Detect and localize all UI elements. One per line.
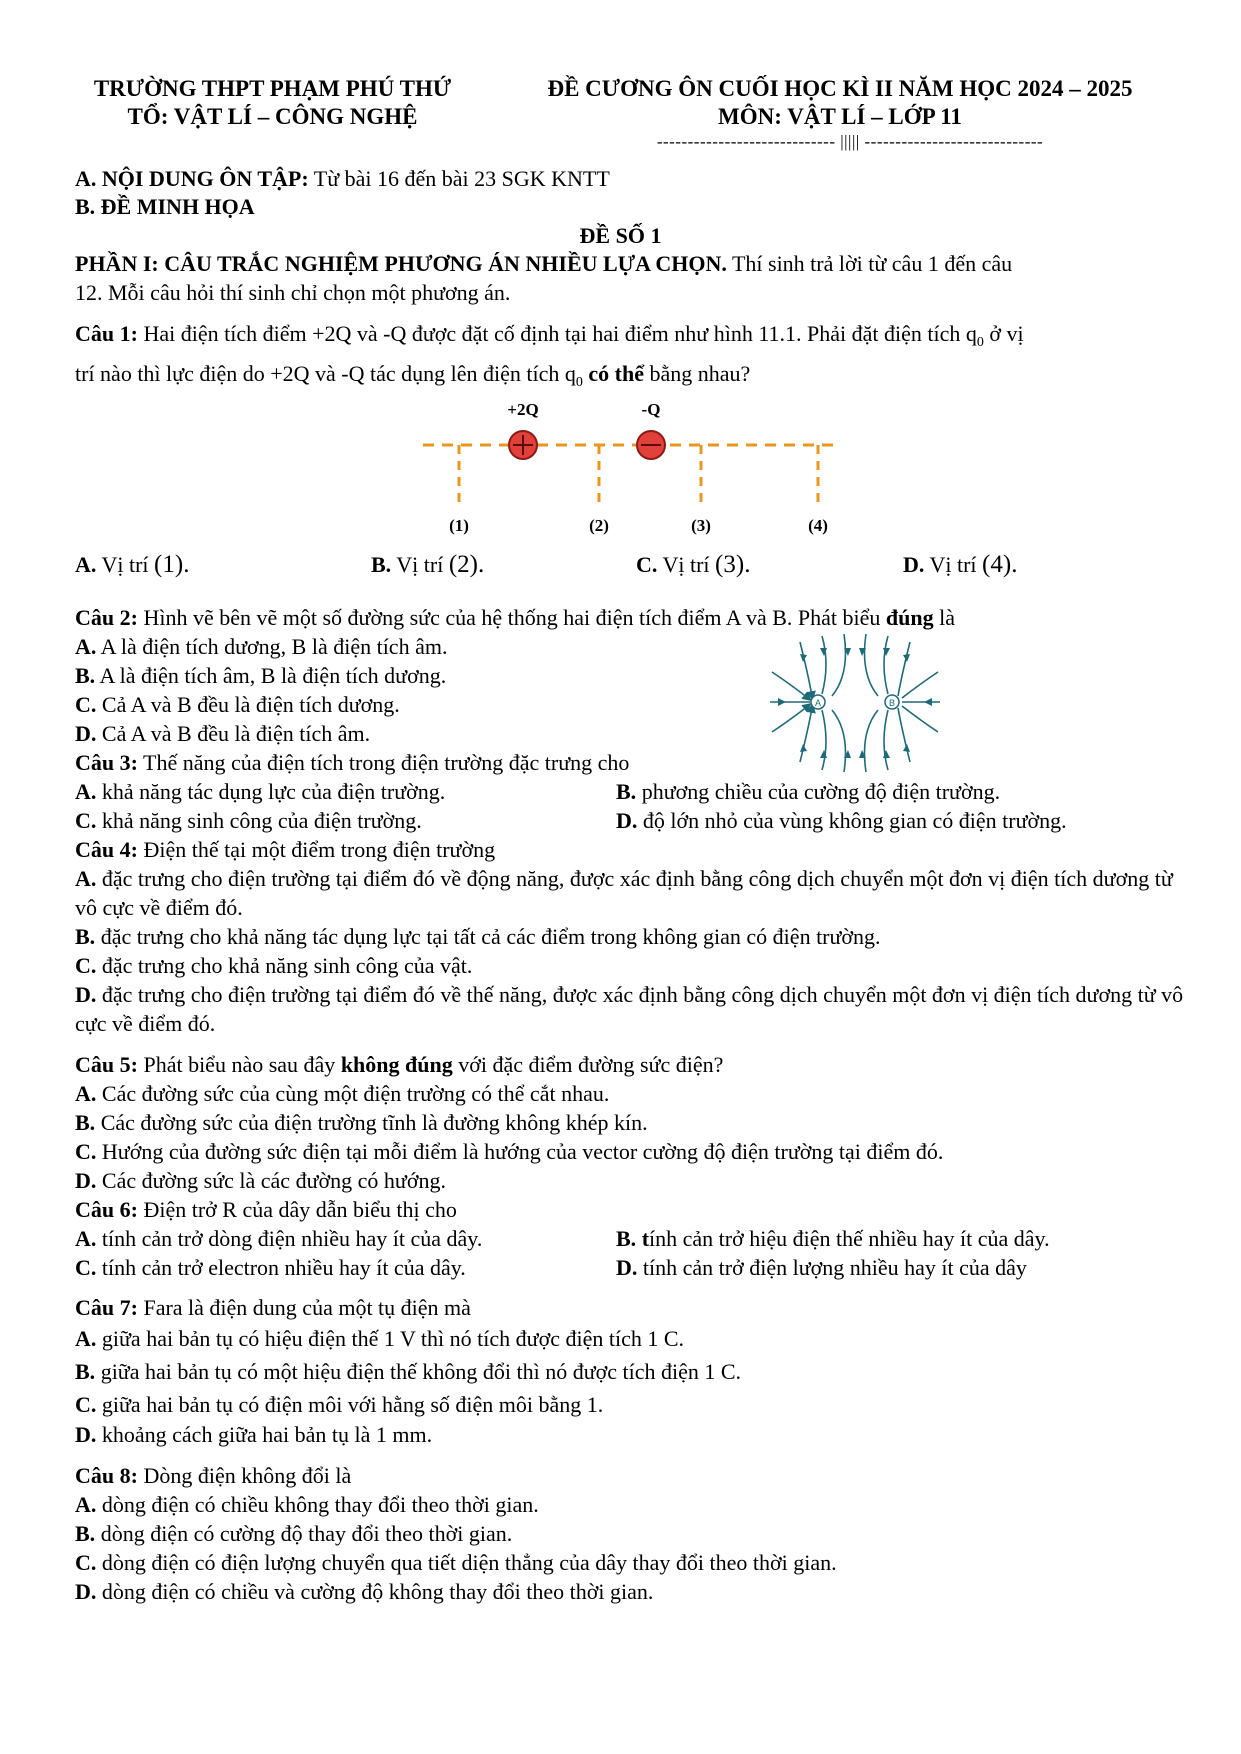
q2-emphasis: đúng xyxy=(885,605,934,630)
position-2-label: (2) xyxy=(589,516,609,535)
option-label: A. xyxy=(75,779,97,804)
q1-option-d xyxy=(903,550,1017,579)
option-text: A là điện tích dương, B là điện tích âm. xyxy=(96,634,448,659)
q1-text-1: Hai điện tích điểm +2Q và -Q được đặt cố định tại hai điểm như hình 11.1. Phải đặt điện tích q xyxy=(137,321,977,346)
q5-option-b xyxy=(75,1108,648,1137)
option-label: A. xyxy=(75,1326,97,1351)
option-value: (4). xyxy=(982,551,1018,578)
charge-plus-2q-label: +2Q xyxy=(507,400,539,419)
part1-label: PHẦN I: CÂU TRẮC NGHIỆM PHƯƠNG ÁN NHIỀU LỰA CHỌN. xyxy=(75,251,727,276)
q6-stem xyxy=(75,1195,457,1224)
q3-option-a xyxy=(75,777,445,806)
option-text: Hướng của đường sức điện tại mỗi điểm là hướng của vector cường độ điện trường tại điểm đó. xyxy=(96,1139,944,1164)
option-text: tính cản trở điện lượng nhiều hay ít của dây xyxy=(637,1255,1027,1280)
q8-label: Câu 8: xyxy=(75,1463,138,1488)
q6-option-d xyxy=(616,1253,1027,1282)
q7-option-b xyxy=(75,1357,741,1386)
charge-a-icon xyxy=(811,695,825,709)
position-3-label: (3) xyxy=(691,516,711,535)
option-text: giữa hai bản tụ có hiệu điện thế 1 V thì nó tích được điện tích 1 C. xyxy=(96,1326,685,1351)
q1-line2 xyxy=(75,359,750,397)
q7-option-a xyxy=(75,1324,684,1353)
section-a-text: Từ bài 16 đến bài 23 SGK KNTT xyxy=(308,166,610,191)
option-label: D. xyxy=(75,1168,97,1193)
q2-text: Hình vẽ bên vẽ một số đường sức của hệ thống hai điện tích điểm A và B. Phát biểu xyxy=(137,605,886,630)
part1-line1 xyxy=(75,249,1012,278)
exam-number: ĐỀ SỐ 1 xyxy=(579,223,662,248)
q5-option-a xyxy=(75,1079,609,1108)
option-text: khả năng tác dụng lực của điện trường. xyxy=(96,779,446,804)
q3-stem xyxy=(75,748,629,777)
q5-label: Câu 5: xyxy=(75,1052,138,1077)
charge-minus-q-label: -Q xyxy=(641,400,661,419)
option-value: (1). xyxy=(154,551,190,578)
q2-text-end: là xyxy=(933,605,955,630)
option-text: giữa hai bản tụ có điện môi với hằng số điện môi bằng 1. xyxy=(96,1392,604,1417)
q3-option-d xyxy=(616,806,1067,835)
option-label: C. xyxy=(75,692,97,717)
option-label: B. xyxy=(75,924,96,949)
option-text: Vị trí xyxy=(96,552,155,577)
q3-option-b xyxy=(616,777,1000,806)
charge-b-icon xyxy=(885,695,899,709)
option-text: Vị trí xyxy=(391,552,449,577)
option-text: dòng điện có chiều không thay đổi theo thời gian. xyxy=(96,1492,539,1517)
q4-label: Câu 4: xyxy=(75,837,138,862)
option-text: dòng điện có cường độ thay đổi theo thời gian. xyxy=(95,1521,513,1546)
q7-stem xyxy=(75,1293,471,1322)
q8-option-c xyxy=(75,1548,837,1577)
q1-text-1-end: ở vị xyxy=(983,321,1024,346)
option-text: tính cản trở dòng điện nhiều hay ít của dây. xyxy=(96,1226,483,1251)
option-label: D. xyxy=(616,1255,638,1280)
q5-text: Phát biểu nào sau đây xyxy=(137,1052,341,1077)
q1-option-b xyxy=(371,550,484,579)
q5-emphasis: không đúng xyxy=(340,1052,453,1077)
q7-option-d xyxy=(75,1420,432,1449)
option-label: C. xyxy=(75,1255,97,1280)
q3-text: Thế năng của điện tích trong điện trường đặc trưng cho xyxy=(137,750,630,775)
option-label: B. xyxy=(371,552,392,577)
q2-field-lines-figure xyxy=(760,634,950,774)
q8-stem xyxy=(75,1461,351,1490)
section-b-label: B. ĐỀ MINH HỌA xyxy=(75,194,255,219)
q8-option-b xyxy=(75,1519,512,1548)
subject-line: MÔN: VẬT LÍ – LỚP 11 xyxy=(718,104,962,129)
option-text: Các đường sức là các đường có hướng. xyxy=(96,1168,446,1193)
q8-option-a xyxy=(75,1490,539,1519)
option-label: D. xyxy=(75,982,97,1007)
q1-sub-2: 0 xyxy=(575,375,583,390)
q1-option-a xyxy=(75,550,189,579)
option-label: C. xyxy=(75,1550,97,1575)
option-text: ính cản trở hiệu điện thế nhiều hay ít của dây. xyxy=(649,1226,1050,1251)
q2-option-a xyxy=(75,632,447,661)
option-text: A là điện tích âm, B là điện tích dương. xyxy=(95,663,447,688)
option-value: (2). xyxy=(448,551,485,578)
option-label: B. xyxy=(616,779,637,804)
school-name: TRƯỜNG THPT PHẠM PHÚ THỨ xyxy=(93,76,452,101)
option-text: Cả A và B đều là điện tích âm. xyxy=(96,721,371,746)
option-value: (3). xyxy=(715,551,751,578)
q4-text: Điện thế tại một điểm trong điện trường xyxy=(137,837,496,862)
q2-option-d xyxy=(75,719,370,748)
option-bold-letter: t xyxy=(636,1226,650,1251)
q1-line1 xyxy=(75,319,1024,357)
option-text: đặc trưng cho điện trường tại điểm đó về động năng, được xác định bằng công dịch chuyển một đơn vị điện tích dương từ vô cực về điểm đó. xyxy=(75,866,1173,920)
option-label: A. xyxy=(75,1226,97,1251)
q1-sub-1: 0 xyxy=(976,335,984,350)
q1-emphasis: có thể xyxy=(582,361,644,386)
option-text: dòng điện có chiều và cường độ không thay đổi theo thời gian. xyxy=(96,1579,654,1604)
q6-option-b xyxy=(616,1224,1050,1253)
q2-option-c xyxy=(75,690,400,719)
option-label: D. xyxy=(903,552,925,577)
option-text: Cả A và B đều là điện tích dương. xyxy=(96,692,400,717)
option-label: C. xyxy=(636,552,658,577)
option-text: độ lớn nhỏ của vùng không gian có điện trường. xyxy=(637,808,1067,833)
option-text: giữa hai bản tụ có một hiệu điện thế không đổi thì nó được tích điện 1 C. xyxy=(95,1359,742,1384)
q8-text: Dòng điện không đổi là xyxy=(137,1463,352,1488)
option-label: B. xyxy=(616,1226,637,1251)
option-text: Vị trí xyxy=(924,552,983,577)
q7-label: Câu 7: xyxy=(75,1295,138,1320)
q1-text-2: trí nào thì lực điện do +2Q và -Q tác dụng lên điện tích q xyxy=(75,361,576,386)
option-label: D. xyxy=(616,808,638,833)
option-text: khả năng sinh công của điện trường. xyxy=(96,808,422,833)
option-label: B. xyxy=(75,663,96,688)
q1-label: Câu 1: xyxy=(75,321,138,346)
q5-stem xyxy=(75,1050,723,1079)
q2-stem xyxy=(75,603,955,632)
q5-option-d xyxy=(75,1166,446,1195)
option-label: B. xyxy=(75,1521,96,1546)
q7-text: Fara là điện dung của một tụ điện mà xyxy=(137,1295,471,1320)
position-4-label: (4) xyxy=(808,516,828,535)
option-label: D. xyxy=(75,1579,97,1604)
q2-label: Câu 2: xyxy=(75,605,138,630)
document-title: ĐỀ CƯƠNG ÔN CUỐI HỌC KÌ II NĂM HỌC 2024 – 2025 xyxy=(547,76,1133,101)
q3-label: Câu 3: xyxy=(75,750,138,775)
option-label: D. xyxy=(75,1422,97,1447)
q4-option-d xyxy=(75,980,1185,1038)
header-separator: ----------------------------- ||||| ----------------------------- xyxy=(656,132,1044,151)
q3-option-c xyxy=(75,806,422,835)
option-label: A. xyxy=(75,1492,97,1517)
option-text: đặc trưng cho khả năng sinh công của vật. xyxy=(96,953,473,978)
q4-stem xyxy=(75,835,495,864)
option-label: C. xyxy=(75,1139,97,1164)
q7-option-c xyxy=(75,1390,603,1419)
part1-instructions: Thí sinh trả lời từ câu 1 đến câu xyxy=(726,251,1013,276)
position-1-label: (1) xyxy=(449,516,469,535)
option-label: A. xyxy=(75,552,97,577)
option-text: phương chiều của cường độ điện trường. xyxy=(636,779,1001,804)
q5-text-end: với đặc điểm đường sức điện? xyxy=(452,1052,724,1077)
q1-text-2-end: bằng nhau? xyxy=(643,361,751,386)
option-text: dòng điện có điện lượng chuyển qua tiết diện thẳng của dây thay đổi theo thời gian. xyxy=(96,1550,837,1575)
q2-option-b xyxy=(75,661,446,690)
option-label: B. xyxy=(75,1110,96,1135)
option-text: đặc trưng cho khả năng tác dụng lực tại tất cả các điểm trong không gian có điện trường. xyxy=(95,924,881,949)
option-label: C. xyxy=(75,953,97,978)
option-label: D. xyxy=(75,721,97,746)
section-a-label: A. NỘI DUNG ÔN TẬP: xyxy=(75,166,309,191)
option-text: đặc trưng cho điện trường tại điểm đó về thế năng, được xác định bằng công dịch chuyển một đơn vị điện tích dương từ vô cực về điểm đó. xyxy=(75,982,1184,1036)
negative-charge-icon xyxy=(637,431,665,459)
q8-option-d xyxy=(75,1577,653,1606)
q6-option-c xyxy=(75,1253,466,1282)
q4-option-a xyxy=(75,864,1185,922)
section-a xyxy=(75,164,610,193)
q5-option-c xyxy=(75,1137,943,1166)
q1-figure xyxy=(0,395,1241,545)
charge-b-label: B xyxy=(888,698,896,708)
charge-a-label: A xyxy=(814,698,822,708)
part1-line2: 12. Mỗi câu hỏi thí sinh chỉ chọn một phương án. xyxy=(75,280,511,305)
option-label: A. xyxy=(75,1081,97,1106)
option-text: Các đường sức của điện trường tĩnh là đường không khép kín. xyxy=(95,1110,648,1135)
option-text: Vị trí xyxy=(657,552,716,577)
positive-charge-icon xyxy=(509,431,537,459)
department-name: TỔ: VẬT LÍ – CÔNG NGHỆ xyxy=(127,104,418,129)
q6-label: Câu 6: xyxy=(75,1197,138,1222)
q6-text: Điện trở R của dây dẫn biểu thị cho xyxy=(137,1197,457,1222)
option-text: Các đường sức của cùng một điện trường có thể cắt nhau. xyxy=(96,1081,610,1106)
q1-option-c xyxy=(636,550,750,579)
option-label: B. xyxy=(75,1359,96,1384)
q6-option-a xyxy=(75,1224,482,1253)
option-text: khoảng cách giữa hai bản tụ là 1 mm. xyxy=(96,1422,433,1447)
option-text: tính cản trở electron nhiều hay ít của dây. xyxy=(96,1255,466,1280)
q4-option-b xyxy=(75,922,881,951)
option-label: A. xyxy=(75,634,97,659)
option-label: C. xyxy=(75,1392,97,1417)
option-label: A. xyxy=(75,866,97,891)
option-label: C. xyxy=(75,808,97,833)
q4-option-c xyxy=(75,951,472,980)
